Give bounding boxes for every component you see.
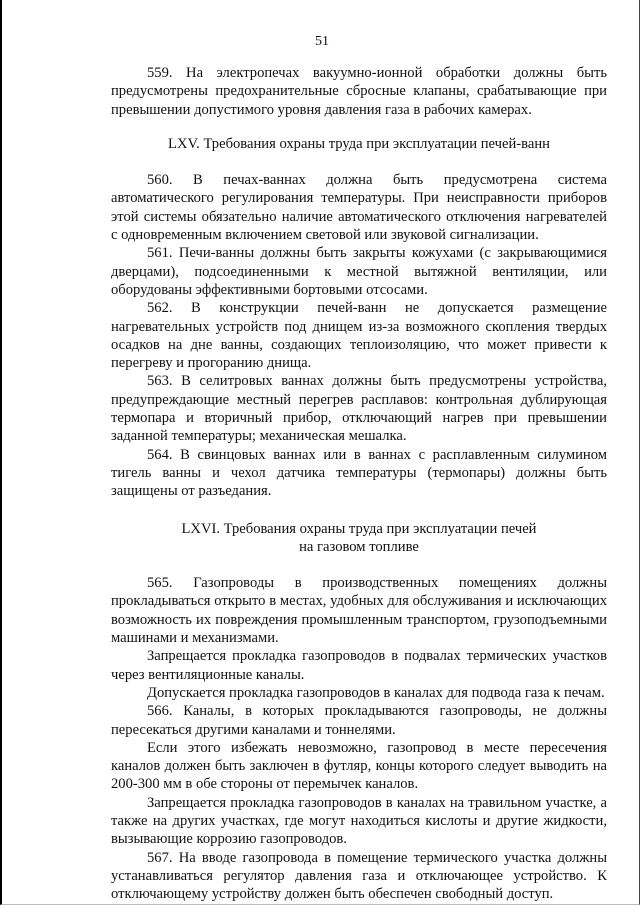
paragraph-565: 565. Газопроводы в производственных помещениях должны прокладываться открыто в местах, удобных для обслуживания и исключающих возможность их повреждения промышленным транспортом, грузоподъемными машинами и механизмами. — [111, 575, 607, 647]
section-heading-lxvi — [111, 520, 607, 557]
paragraph-559: 559. На электропечах вакуумно-ионной обработки должны быть предусмотрены предохранительные сбросные клапаны, срабатывающие при превышении допустимого уровня давления газа в рабочих камерах. — [111, 65, 607, 118]
paragraph-563: 563. В селитровых ваннах должны быть предусмотрены устройства, предупреждающие местный перегрев расплавов: контрольная дублирующая термопара и вторичный прибор, отключающий нагрев при превышении заданной температуры; механическая мешалка. — [111, 373, 607, 445]
section-heading-lxv — [111, 135, 607, 153]
document-body — [111, 64, 607, 903]
section-heading-lxvi-line-2: на газовом топливе — [299, 538, 419, 555]
paragraph-560: 560. В печах-ваннах должна быть предусмотрена система автоматического регулирования температуры. При неисправности приборов этой системы обязательно наличие автоматического отключения нагревателей с одновременным включением световой или звуковой сигнализации. — [111, 172, 607, 244]
page-number: 51 — [315, 34, 329, 49]
paragraph-566: 566. Каналы, в которых прокладываются газопроводы, не должны пересекаться другими каналами и тоннелями. — [111, 703, 607, 738]
section-heading-lxvi-line-1: LXVI. Требования охраны труда при эксплуатации печей — [181, 520, 537, 537]
paragraph-567: 567. На вводе газопровода в помещение термического участка должны устанавливаться регулятор давления газа и отключающее устройство. К отключающему устройству должен быть обеспечен свободный доступ. — [111, 849, 607, 903]
paragraph-564: 564. В свинцовых ваннах или в ваннах с расплавленным силумином тигель ванны и чехол датчика температуры (термопары) должны быть защищены от разъедания. — [111, 446, 607, 500]
paragraph-566-sleeve: Если этого избежать невозможно, газопровод в месте пересечения каналов должен быть заключен в футляр, концы которого следует выводить на 200-300 мм в обе стороны от перемычек каналов. — [111, 739, 607, 793]
paragraph-565-channels: Допускается прокладка газопроводов в каналах для подвода газа к печам. — [147, 684, 605, 701]
paragraph-562: 562. В конструкции печей-ванн не допускается размещение нагревательных устройств под днищем из-за возможного скопления твердых осадков на дне ванны, создающих теплоизоляцию, что может привести к перегреву и прогоранию днища. — [111, 300, 607, 372]
paragraph-561: 561. Печи-ванны должны быть закрыты кожухами (с закрывающимися дверцами), подсоединенными к местной вытяжной вентиляции, или оборудованы эффективными бортовыми отсосами. — [111, 245, 607, 298]
paragraph-565-basement: Запрещается прокладка газопроводов в подвалах термических участков через вентиляционные каналы. — [111, 648, 607, 683]
section-heading-lxv-line: LXV. Требования охраны труда при эксплуатации печей-ванн — [168, 135, 550, 152]
paragraph-566-pickling: Запрещается прокладка газопроводов в каналах на травильном участке, а также на других участках, где могут находиться кислоты и другие жидкости, вызывающие коррозию газопроводов. — [111, 794, 607, 848]
